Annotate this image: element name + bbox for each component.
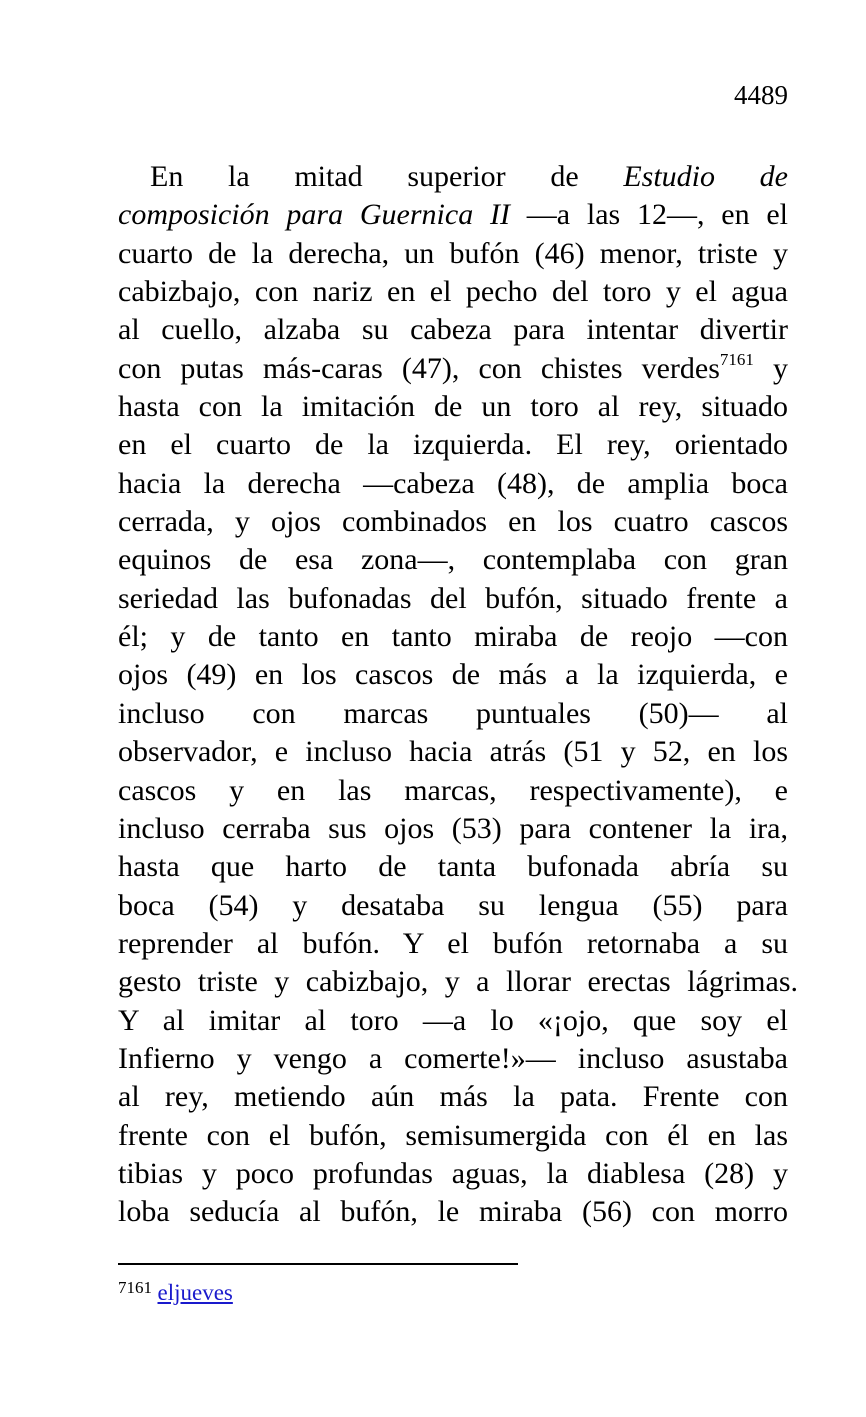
footnote-number: 7161 [118, 1278, 152, 1297]
text-line: hasta que harto de tanta bufonada abría su [118, 850, 788, 884]
text-line: al rey, metiendo aún más la pata. Frente con [118, 1080, 788, 1114]
text-line: loba seducía al bufón, le miraba (56) con morro [118, 1195, 788, 1229]
text-line: hasta con la imitación de un toro al rey, situado [118, 390, 788, 424]
body-paragraph [118, 158, 798, 1232]
text-line [118, 158, 788, 196]
text-line: gesto triste y cabizbajo, y a llorar erectas lágrimas. [118, 965, 798, 999]
text-line: él; y de tanto en tanto miraba de reojo —con [118, 620, 788, 654]
text-line: en el cuarto de la izquierda. El rey, orientado [118, 428, 788, 462]
text-line: cerrada, y ojos combinados en los cuatro cascos [118, 505, 788, 539]
text-line [118, 196, 788, 234]
text-segment: con putas más-caras (47), con chistes verdes [118, 351, 720, 385]
artwork-title: Estudio de [623, 160, 788, 193]
text-line: Y al imitar al toro —a lo «¡ojo, que soy el [118, 1003, 788, 1037]
text-segment: En la mitad superior de [150, 160, 624, 193]
text-line: incluso cerraba sus ojos (53) para contener la ira, [118, 811, 788, 845]
text-segment: y [753, 351, 789, 385]
page-number: 4489 [734, 80, 788, 110]
text-line: observador, e incluso hacia atrás (51 y 52, en los [118, 735, 788, 769]
text-line: cabizbajo, con nariz en el pecho del toro y el agua [118, 275, 788, 309]
text-line: incluso con marcas puntuales (50)— al [118, 696, 788, 730]
text-line: equinos de esa zona—, contemplaba con gran [118, 543, 788, 577]
footnote-reference[interactable]: 7161 [719, 349, 754, 369]
artwork-title: composición para Guernica II [118, 198, 510, 232]
text-line: seriedad las bufonadas del bufón, situado frente a [118, 581, 788, 615]
text-segment: —a las 12—, en el [509, 198, 789, 232]
footnote-divider [118, 1263, 518, 1265]
text-line: hacia la derecha —cabeza (48), de amplia boca [118, 466, 788, 500]
footnote-link[interactable]: eljueves [157, 1280, 233, 1305]
text-line [118, 350, 788, 388]
text-line: ojos (49) en los cascos de más a la izquierda, e [118, 658, 788, 692]
text-line: cuarto de la derecha, un bufón (46) menor, triste y [118, 236, 788, 270]
text-line: al cuello, alzaba su cabeza para intentar divertir [118, 313, 788, 347]
text-line: Infierno y vengo a comerte!»— incluso asustaba [118, 1041, 788, 1075]
text-line: reprender al bufón. Y el bufón retornaba a su [118, 926, 788, 960]
footnote [118, 1279, 233, 1307]
text-line: tibias y poco profundas aguas, la diablesa (28) y [118, 1156, 788, 1190]
text-line: frente con el bufón, semisumergida con él en las [118, 1118, 788, 1152]
text-line: cascos y en las marcas, respectivamente), e [118, 773, 788, 807]
text-line: boca (54) y desataba su lengua (55) para [118, 888, 788, 922]
